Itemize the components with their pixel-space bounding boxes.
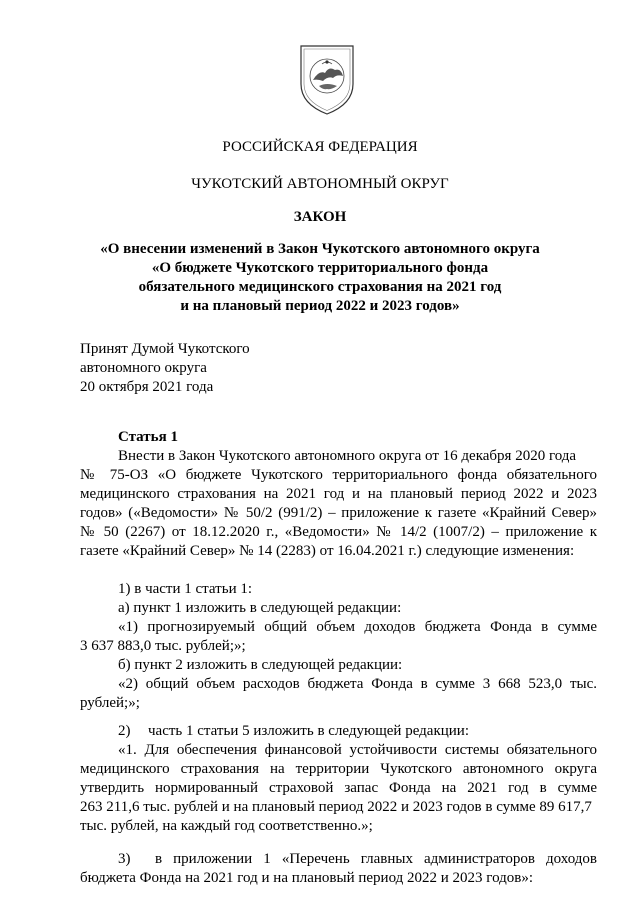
- item2-number: 2): [118, 723, 131, 739]
- law-title-line: обязательного медицинского страхования на 2021 год: [138, 279, 502, 295]
- item1-a-text: «1) прогнозируемый общий объем доходов бюджета Фонда в сумме: [118, 619, 597, 635]
- item2-text: медицинского страхования на территории Чукотского автономного округа: [80, 761, 597, 777]
- article-intro-line: Внести в Закон Чукотского автономного округа от 16 декабря 2020 года: [118, 448, 577, 464]
- adoption-line: Принят Думой Чукотского: [80, 341, 250, 357]
- item3-text: в приложении 1 «Перечень главных администраторов доходов: [155, 851, 597, 867]
- item2-heading: часть 1 статьи 5 изложить в следующей редакции:: [148, 723, 469, 739]
- adoption-line: автономного округа: [80, 360, 207, 376]
- item2-text: «1. Для обеспечения финансовой устойчивости системы обязательного: [118, 742, 597, 758]
- item2-text: утвердить нормированный страховой запас Фонда на 2021 год в сумме: [80, 780, 597, 796]
- item1-b-text: «2) общий объем расходов бюджета Фонда в сумме 3 668 523,0 тыс.: [118, 676, 597, 692]
- article-intro-line: медицинского страхования на 2021 год и на плановый период 2022 и 2023: [80, 486, 597, 502]
- item3-number: 3): [118, 851, 131, 867]
- item1-a-text: 3 637 883,0 тыс. рублей;»;: [80, 638, 246, 654]
- article-intro-line: № 75-ОЗ «О бюджете Чукотского территориального фонда обязательного: [80, 467, 597, 483]
- article-intro-line: № 50 (2267) от 18.12.2020 г., «Ведомости» № 14/2 (1007/2) – приложение к: [80, 524, 597, 540]
- adoption-date: 20 октября 2021 года: [80, 379, 214, 395]
- item1-a-label: а) пункт 1 изложить в следующей редакции:: [118, 600, 402, 616]
- item3-text: бюджета Фонда на 2021 год и на плановый период 2022 и 2023 годов»:: [80, 870, 534, 886]
- law-title-line: «О бюджете Чукотского территориального фонда: [151, 260, 489, 276]
- document-type: ЗАКОН: [293, 209, 347, 225]
- law-title-line: «О внесении изменений в Закон Чукотского автономного округа: [100, 241, 540, 257]
- article-heading: Статья 1: [118, 429, 178, 445]
- article-intro-line: газете «Крайний Север» № 14 (2283) от 16.04.2021 г.) следующие изменения:: [80, 543, 575, 559]
- article-intro-line: годов» («Ведомости» № 50/2 (991/2) – приложение к газете «Крайний Север»: [80, 505, 597, 521]
- country-name: РОССИЙСКАЯ ФЕДЕРАЦИЯ: [222, 139, 418, 155]
- item2-text: тыс. рублей, на каждый год соответственно.»;: [80, 818, 373, 834]
- coat-of-arms-icon: [295, 40, 359, 118]
- item2-text: 263 211,6 тыс. рублей и на плановый период 2022 и 2023 годов в сумме 89 617,7: [80, 799, 592, 815]
- adoption-block: [80, 340, 250, 397]
- item1-heading: 1) в части 1 статьи 1:: [118, 581, 253, 597]
- region-name: ЧУКОТСКИЙ АВТОНОМНЫЙ ОКРУГ: [191, 176, 449, 192]
- item1-b-label: б) пункт 2 изложить в следующей редакции:: [118, 657, 403, 673]
- item1-b-text: рублей;»;: [80, 695, 140, 711]
- law-title-line: и на плановый период 2022 и 2023 годов»: [180, 298, 460, 314]
